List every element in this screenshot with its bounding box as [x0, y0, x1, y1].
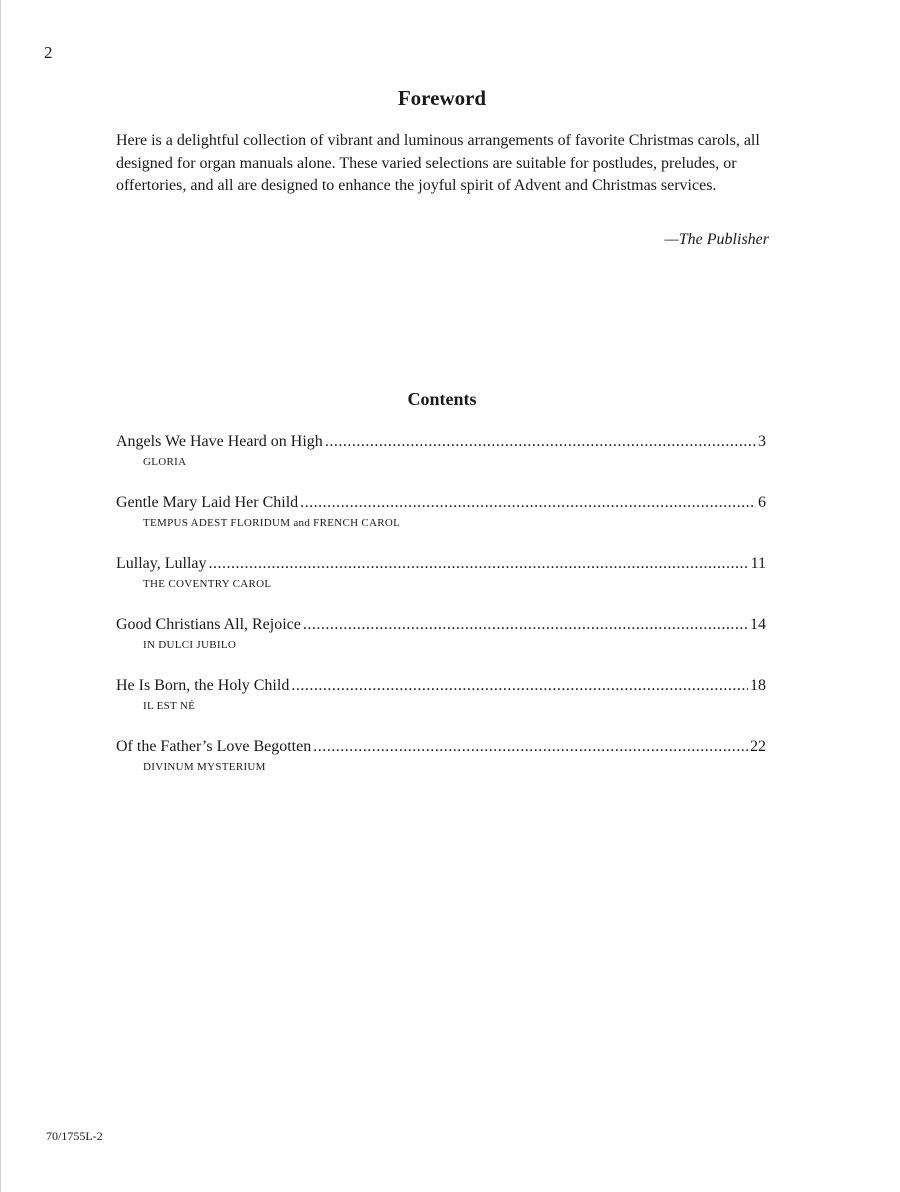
toc-entry-title: Lullay, Lullay	[116, 555, 207, 572]
catalog-number: 70/1755L-2	[46, 1129, 103, 1143]
foreword-body: Here is a delightful collection of vibrant and luminous arrangements of favorite Christmas carols, all designed for organ manuals alone. These varied selections are suitable for postludes, preludes, or offertories, and all are designed to enhance the joyful spirit of Advent and Christmas services.	[116, 132, 760, 194]
page-edge	[0, 0, 1, 1192]
toc-dot-leader	[303, 615, 748, 634]
foreword-signature: —The Publisher	[664, 231, 769, 248]
toc-entry-page: 14	[750, 616, 766, 633]
toc-entry-title: He Is Born, the Holy Child	[116, 677, 290, 694]
toc-dot-leader	[300, 493, 756, 512]
toc-entry-page: 22	[750, 738, 766, 755]
toc-entry-page: 18	[750, 677, 766, 694]
toc-entry	[116, 432, 766, 493]
toc-entry-tune-name: THE COVENTRY CAROL	[143, 578, 272, 590]
toc-entry-page: 3	[758, 433, 766, 450]
toc-entry-title: Of the Father’s Love Begotten	[116, 738, 312, 755]
page-number: 2	[44, 43, 53, 62]
toc-entry-page: 6	[758, 494, 766, 511]
toc-entry	[116, 615, 766, 676]
toc-entry-tune-name: IN DULCI JUBILO	[143, 639, 237, 651]
toc-dot-leader	[291, 676, 748, 695]
table-of-contents	[116, 432, 766, 798]
foreword-title: Foreword	[397, 86, 487, 110]
toc-entry	[116, 554, 766, 615]
toc-dot-leader	[325, 432, 756, 451]
toc-entry	[116, 493, 766, 554]
toc-entry-tune-name: GLORIA	[143, 456, 187, 468]
toc-entry-title: Angels We Have Heard on High	[116, 433, 323, 450]
toc-entry-tune-name: DIVINUM MYSTERIUM	[143, 761, 266, 773]
toc-entry-title: Good Christians All, Rejoice	[116, 616, 301, 633]
toc-entry-title: Gentle Mary Laid Her Child	[116, 494, 299, 511]
toc-dot-leader	[313, 737, 748, 756]
contents-title: Contents	[407, 389, 477, 409]
toc-entry	[116, 676, 766, 737]
toc-entry-page: 11	[750, 555, 766, 572]
toc-dot-leader	[209, 554, 749, 573]
toc-entry	[116, 737, 766, 798]
toc-entry-tune-name: IL EST NÉ	[143, 700, 196, 712]
toc-entry-tune-name: TEMPUS ADEST FLORIDUM and FRENCH CAROL	[143, 517, 401, 529]
